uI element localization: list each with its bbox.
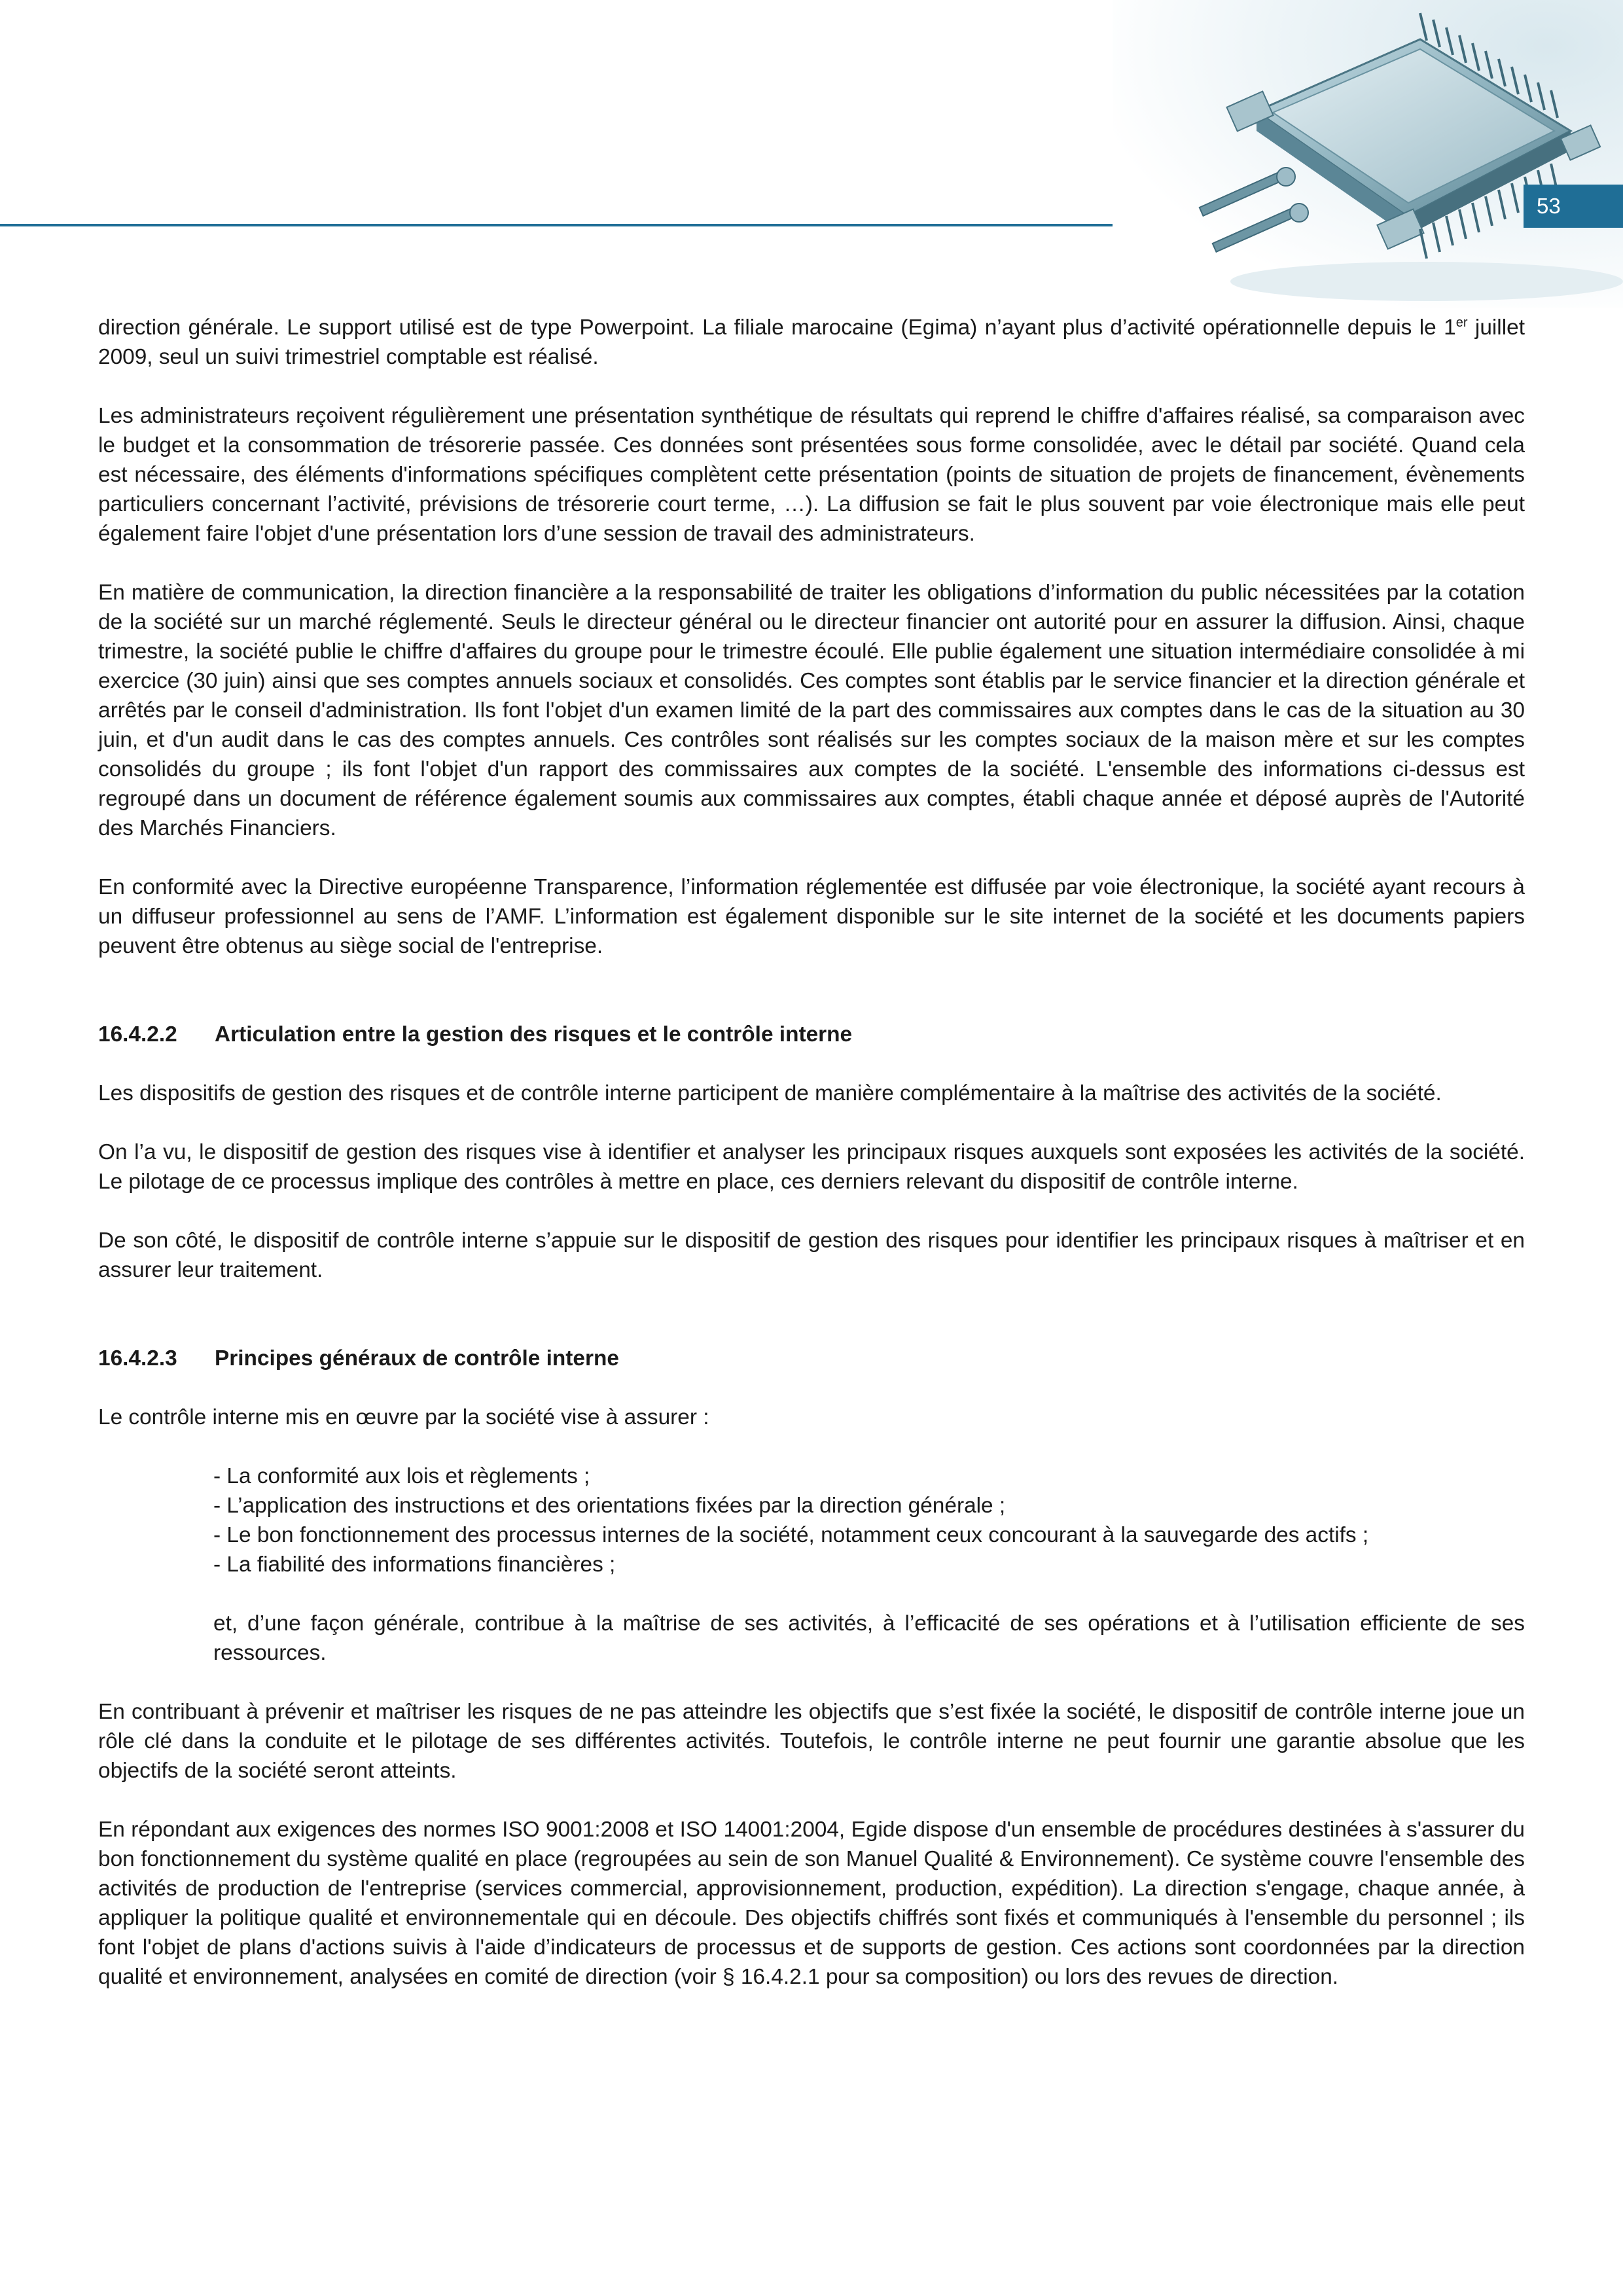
paragraph: et, d’une façon générale, contribue à la maîtrise de ses activités, à l’efficacité de ses opérations et à l’utilisation efficiente de ses ressources. [213,1611,1525,1665]
paragraph: Le contrôle interne mis en œuvre par la société vise à assurer : [98,1405,709,1429]
paragraph: En conformité avec la Directive européenne Transparence, l’information réglementée est diffusée par voie électronique, la société ayant recours à un diffuseur professionnel au sens de l’AMF. L’information est également disponible sur le site internet de la société et les documents papiers peuvent être obtenus au siège social de l'entreprise. [98,875,1525,958]
section-heading [98,1344,1525,1373]
page-number-badge: 53 [1524,185,1623,228]
section-number: 16.4.2.2 [98,1022,177,1047]
list-item: - Le bon fonctionnement des processus internes de la société, notamment ceux concourant à la sauvegarde des actifs ; [213,1523,1369,1547]
paragraph: En matière de communication, la direction financière a la responsabilité de traiter les obligations d’information du public nécessitées par la cotation de la société sur un marché réglementé. Seuls le directeur général ou le directeur financier ont autorité pour en assurer la diffusion. Ainsi, chaque trimestre, la société publie le chiffre d'affaires du groupe pour le trimestre écoulé. Elle publie également une situation intermédiaire consolidée à mi exercice (30 juin) ainsi que ses comptes annuels sociaux et consolidés. Ces comptes sont établis par le service financier et la direction générale et arrêtés par le conseil d'administration. Ils font l'objet d'un examen limité de la part des commissaires aux comptes dans le cas de la situation au 30 juin, et d'un audit dans le cas des comptes annuels. Ces contrôles sont réalisés sur les comptes sociaux de la maison mère et sur les comptes consolidés du groupe ; ils font l'objet d'un rapport des commissaires aux comptes de la société. L'ensemble des informations ci-dessus est regroupé dans un document de référence également soumis aux commissaires aux comptes, établi chaque année et déposé auprès de l'Autorité des Marchés Financiers. [98,581,1525,840]
paragraph: De son côté, le dispositif de contrôle interne s’appuie sur le dispositif de gestion des risques pour identifier les principaux risques à maîtriser et en assurer leur traitement. [98,1229,1525,1282]
section-title: Principes généraux de contrôle interne [215,1346,619,1371]
paragraph: En contribuant à prévenir et maîtriser les risques de ne pas atteindre les objectifs que s’est fixée la société, le dispositif de contrôle interne joue un rôle clé dans la conduite et le pilotage de ses différentes activités. Toutefois, le contrôle interne ne peut fournir une garantie absolue que les objectifs de la société seront atteints. [98,1700,1525,1783]
paragraph: En répondant aux exigences des normes ISO 9001:2008 et ISO 14001:2004, Egide dispose d'un ensemble de procédures destinées à s'assurer du bon fonctionnement du système qualité en place (regroupées au sein de son Manuel Qualité & Environnement). Ce système couvre l'ensemble des activités de production de l'entreprise (services commercial, approvisionnement, production, expédition). La direction s'engage, chaque année, à appliquer la politique qualité et environnementale qui en découle. Des objectifs chiffrés sont fixés et communiqués à l'ensemble du personnel ; ils font l'objet de plans d'actions suivis à l'aide d’indicateurs de processus et de supports de gestion. Ces actions sont coordonnées par la direction qualité et environnement, analysées en comité de direction (voir § 16.4.2.1 pour sa composition) ou lors des revues de direction. [98,1818,1525,1989]
section-heading [98,1020,1525,1049]
paragraph: Les administrateurs reçoivent régulièrement une présentation synthétique de résultats qui reprend le chiffre d'affaires réalisé, sa comparaison avec le budget et la consommation de trésorerie passée. Ces données sont présentées sous forme consolidée, avec le détail par société. Quand cela est nécessaire, des éléments d'informations spécifiques complètent cette présentation (points de situation de projets de financement, évènements particuliers concernant l’activité, prévisions de trésorerie court terme, …). La diffusion se fait le plus souvent par voie électronique mais elle peut également faire l'objet d'une présentation lors d’une session de travail des administrateurs. [98,404,1525,546]
paragraph: On l’a vu, le dispositif de gestion des risques vise à identifier et analyser les principaux risques auxquels sont exposées les activités de la société. Le pilotage de ce processus implique des contrôles à mettre en place, ces derniers relevant du dispositif de contrôle interne. [98,1140,1525,1194]
page-body [98,313,1525,1992]
section-title: Articulation entre la gestion des risques et le contrôle interne [215,1022,853,1047]
header-package-illustration [1113,0,1623,308]
list-item: - L’application des instructions et des orientations fixées par la direction générale ; [213,1494,1006,1518]
section-number: 16.4.2.3 [98,1346,177,1371]
paragraph: Les dispositifs de gestion des risques et de contrôle interne participent de manière complémentaire à la maîtrise des activités de la société. [98,1081,1442,1105]
list-item: - La fiabilité des informations financières ; [213,1552,616,1577]
header-rule [0,224,1113,226]
paragraph: direction générale. Le support utilisé est de type Powerpoint. La filiale marocaine (Egima) n’ayant plus d’activité opérationnelle depuis le 1er juillet 2009, seul un suivi trimestriel comptable est réalisé. [98,315,1525,369]
list-item: - La conformité aux lois et règlements ; [213,1464,590,1488]
